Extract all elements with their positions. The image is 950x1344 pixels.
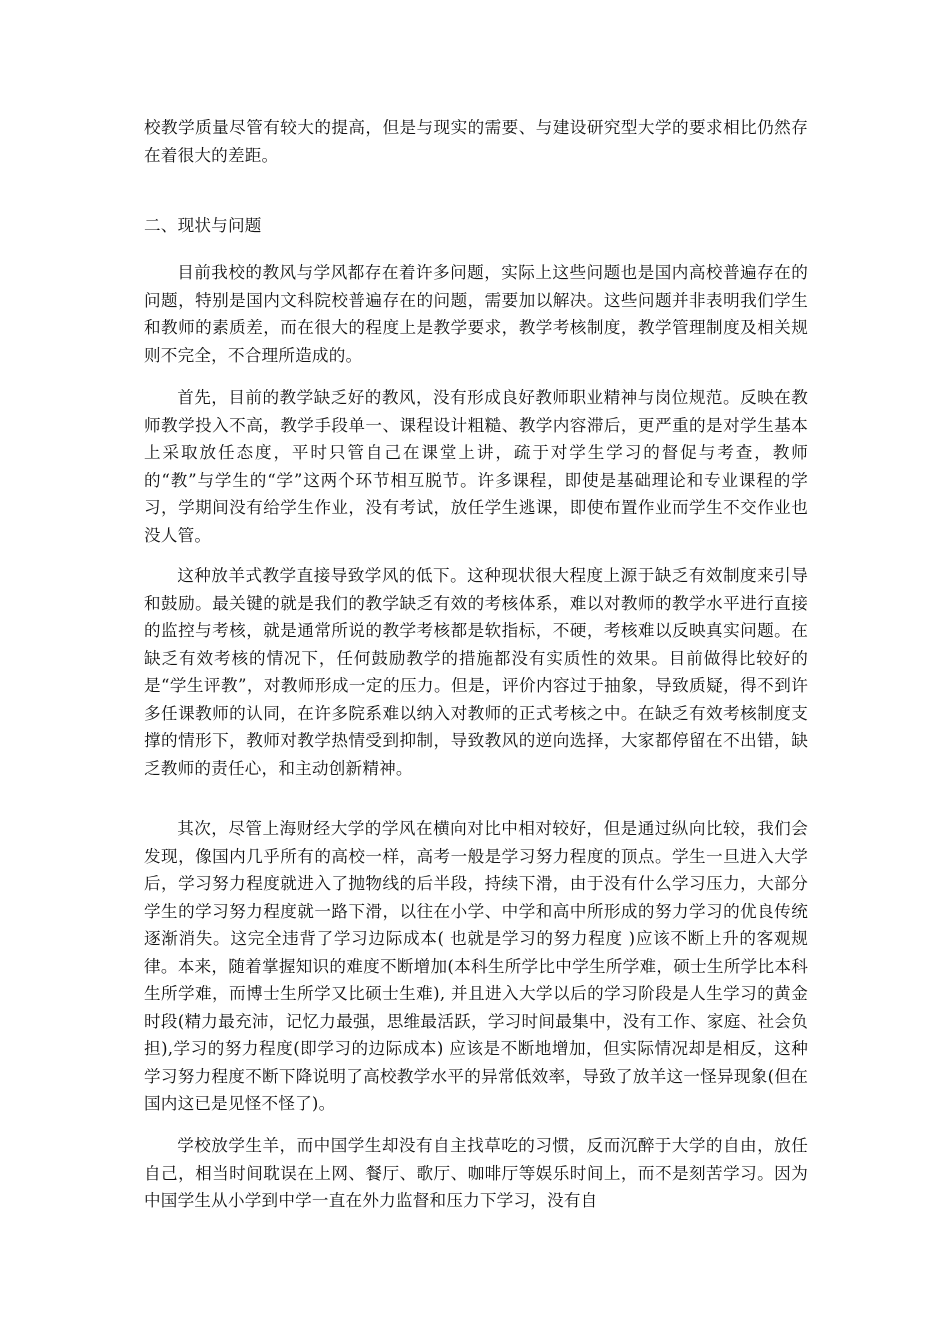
section-heading: 二、现状与问题 (144, 216, 262, 235)
paragraph-2: 首先，目前的教学缺乏好的教风，没有形成良好教师职业精神与岗位规范。反映在教师教学投入不高，教学手段单一、课程设计粗糙、教学内容滞后，更严重的是对学生基本上采取放任态度，平时只管自己在课堂上讲，疏于对学生学习的督促与考查，教师的“教”与学生的“学”这两个环节相互脱节。许多课程，即使是基础理论和专业课程的学习，学期间没有给学生作业，没有考试，放任学生逃课，即使布置作业而学生不交作业也没人管。 (144, 388, 808, 545)
paragraph-3: 这种放羊式教学直接导致学风的低下。这种现状很大程度上源于缺乏有效制度来引导和鼓励。最关键的就是我们的教学缺乏有效的考核体系，难以对教师的教学水平进行直接的监控与考核，就是通常所说的教学考核都是软指标，不硬，考核难以反映真实问题。在缺乏有效考核的情况下，任何鼓励教学的措施都没有实质性的效果。目前做得比较好的是“学生评教”，对教师形成一定的压力。但是，评价内容过于抽象，导致质疑，得不到许多任课教师的认同，在许多院系难以纳入对教师的正式考核之中。在缺乏有效考核制度支撑的情形下，教师对教学热情受到抑制，导致教风的逆向选择，大家都停留在不出错，缺乏教师的责任心，和主动创新精神。 (144, 566, 808, 778)
paragraph-1: 目前我校的教风与学风都存在着许多问题，实际上这些问题也是国内高校普遍存在的问题，特别是国内文科院校普遍存在的问题，需要加以解决。这些问题并非表明我们学生和教师的素质差，而在很大的程度上是教学要求，教学考核制度，教学管理制度及相关规则不完全，不合理所造成的。 (144, 263, 808, 365)
paragraph-4: 其次，尽管上海财经大学的学风在横向对比中相对较好，但是通过纵向比较，我们会发现，像国内几乎所有的高校一样，高考一般是学习努力程度的顶点。学生一旦进入大学后，学习努力程度就进入了抛物线的后半段，持续下滑，由于没有什么学习压力，大部分学生的学习努力程度就一路下滑，以往在小学、中学和高中所形成的努力学习的优良传统逐渐消失。这完全违背了学习边际成本( 也就是学习的努力程度 )应该不断上升的客观规律。本来，随着掌握知识的难度不断增加(本科生所学比中学生所学难，硕士生所学比本科生所学难，而博士生所学又比硕士生难), 并且进入大学以后的学习阶段是人生学习的黄金时段(精力最充沛，记忆力最强，思维最活跃，学习时间最集中，没有工作、家庭、社会负担),学习的努力程度(即学习的边际成本) 应该是不断地增加，但实际情况却是相反，这种学习努力程度不断下降说明了高校教学水平的异常低效率，导致了放羊这一怪异现象(但在国内这已是见怪不怪了)。 (144, 819, 808, 1113)
paragraph-5: 学校放学生羊，而中国学生却没有自主找草吃的习惯，反而沉醉于大学的自由，放任自己，相当时间耽误在上网、餐厅、歌厅、咖啡厅等娱乐时间上，而不是刻苦学习。因为中国学生从小学到中学一直在外力监督和压力下学习，没有自 (144, 1136, 808, 1210)
paragraph-continuation: 校教学质量尽管有较大的提高，但是与现实的需要、与建设研究型大学的要求相比仍然存在着很大的差距。 (144, 118, 808, 165)
